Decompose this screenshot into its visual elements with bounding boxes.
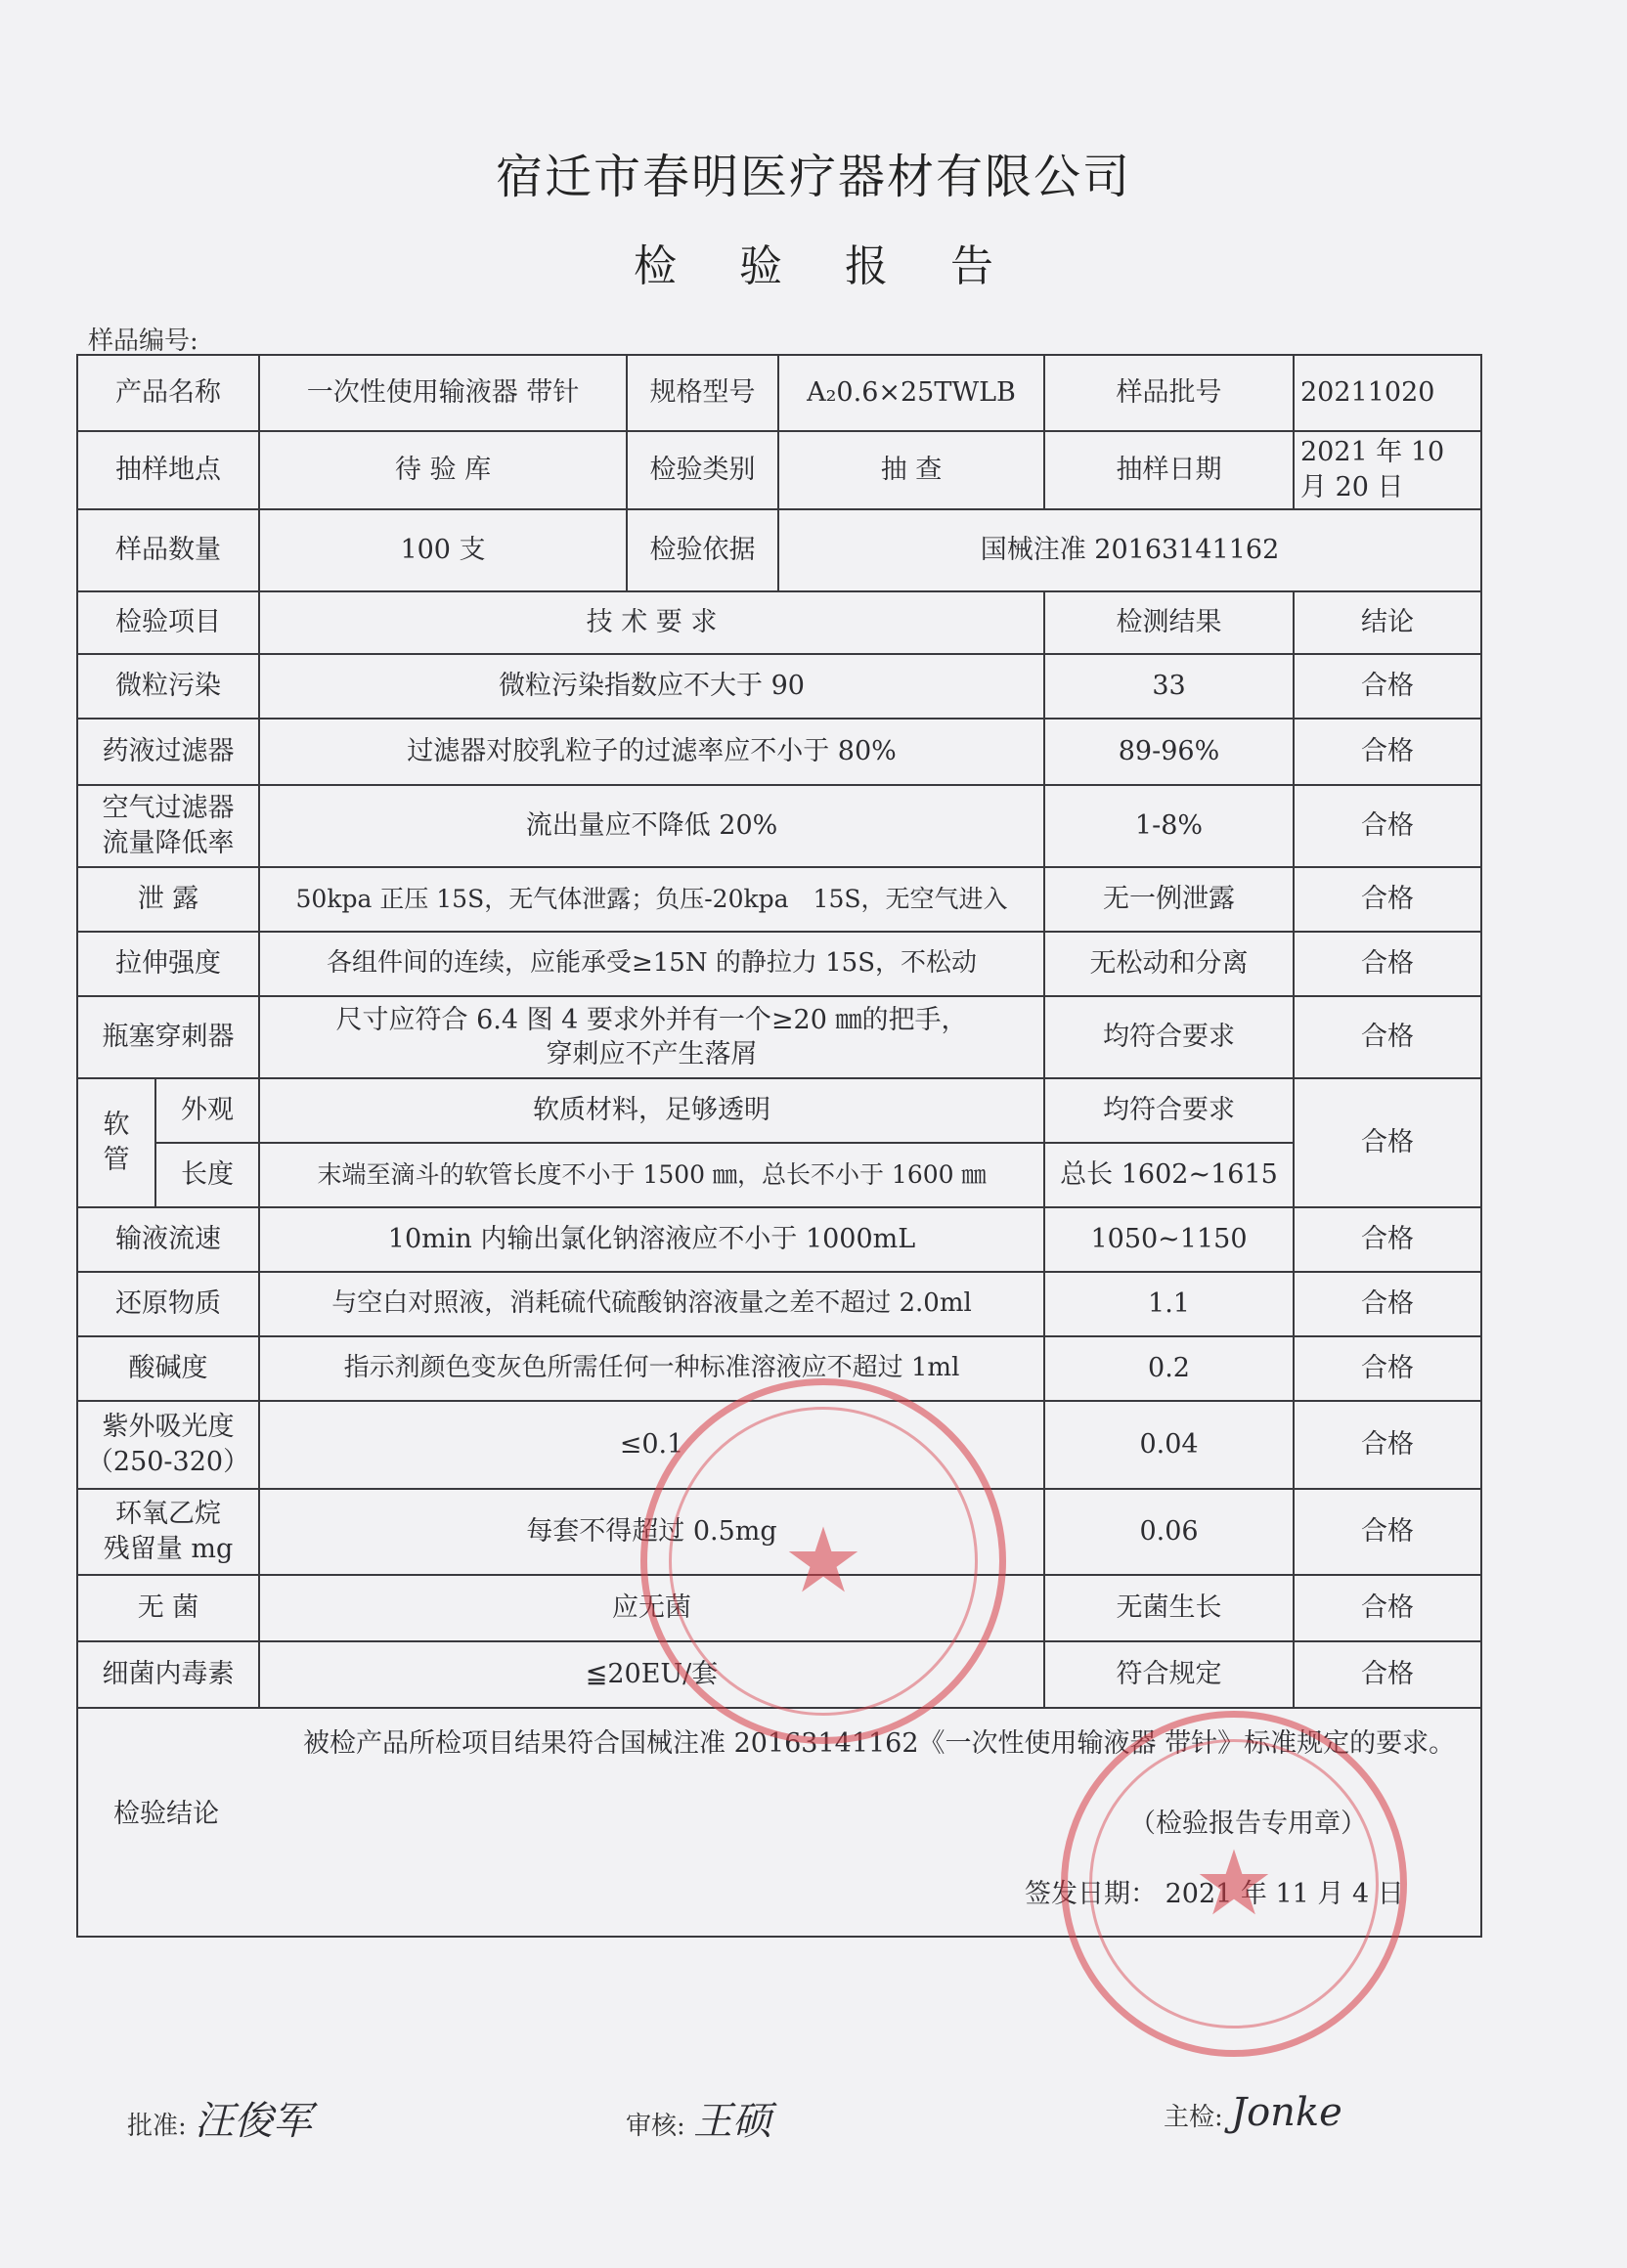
row-item: 无 菌 [77, 1575, 259, 1641]
report-title [0, 231, 1627, 293]
product-name: 一次性使用输液器 带针 [259, 355, 627, 431]
row-result: 均符合要求 [1044, 996, 1294, 1078]
table-row [77, 1272, 1481, 1336]
row-concl: 合格 [1294, 1401, 1481, 1489]
row-req: 微粒污染指数应不大于 90 [259, 654, 1044, 719]
issue-date: 签发日期： 2021 年 11 月 4 日 [1025, 1879, 1404, 1909]
row-concl: 合格 [1294, 785, 1481, 867]
table-row [77, 1641, 1481, 1708]
row-concl: 合格 [1294, 867, 1481, 932]
row-item: 环氧乙烷 残留量 mg [77, 1489, 259, 1575]
row-item: 细菌内毒素 [77, 1641, 259, 1708]
tube-group-label: 软 管 [77, 1078, 155, 1207]
col-result-header: 检测结果 [1044, 591, 1294, 654]
title-char: 报 [845, 241, 888, 291]
batch-label: 样品批号 [1044, 355, 1294, 431]
batch-value: 20211020 [1294, 355, 1481, 431]
row-req: 应无菌 [259, 1575, 1044, 1641]
row-result: 0.2 [1044, 1336, 1294, 1401]
tube-sub-label: 长度 [155, 1143, 259, 1207]
title-char: 告 [950, 241, 993, 291]
row-result: 无松动和分离 [1044, 932, 1294, 996]
row-result: 89-96% [1044, 719, 1294, 785]
table-row [77, 785, 1481, 867]
location-value: 待 验 库 [259, 431, 627, 509]
row-concl: 合格 [1294, 1207, 1481, 1272]
row-result: 0.04 [1044, 1401, 1294, 1489]
row-item: 还原物质 [77, 1272, 259, 1336]
row-result: 无菌生长 [1044, 1575, 1294, 1641]
info-row-1 [77, 355, 1481, 431]
date-label: 抽样日期 [1044, 431, 1294, 509]
inspection-table [76, 354, 1482, 1938]
row-req: 尺寸应符合 6.4 图 4 要求外并有一个≥20 ㎜的把手， 穿刺应不产生落屑 [259, 996, 1044, 1078]
row-item: 紫外吸光度 （250-320） [77, 1401, 259, 1489]
row-concl: 合格 [1294, 932, 1481, 996]
tube-concl: 合格 [1294, 1078, 1481, 1207]
col-concl-header: 结论 [1294, 591, 1481, 654]
conclusion-label: 检验结论 [113, 1799, 219, 1829]
spec-label: 规格型号 [627, 355, 778, 431]
row-concl: 合格 [1294, 1575, 1481, 1641]
row-result: 0.06 [1044, 1489, 1294, 1575]
review-block [626, 2090, 771, 2146]
title-char: 检 [634, 241, 677, 291]
row-concl: 合格 [1294, 1489, 1481, 1575]
category-value: 抽 查 [778, 431, 1044, 509]
row-req: 10min 内输出氯化钠溶液应不小于 1000mL [259, 1207, 1044, 1272]
row-concl: 合格 [1294, 719, 1481, 785]
row-req: 各组件间的连续，应能承受≥15N 的静拉力 15S，不松动 [259, 932, 1044, 996]
inspect-label: 主检: [1164, 2103, 1223, 2132]
location-label: 抽样地点 [77, 431, 259, 509]
inspect-signature: Jonke [1231, 2090, 1342, 2135]
row-result: 1050~1150 [1044, 1207, 1294, 1272]
title-char: 验 [739, 241, 782, 291]
row-req: 与空白对照液，消耗硫代硫酸钠溶液量之差不超过 2.0ml [259, 1272, 1044, 1336]
row-result: 33 [1044, 654, 1294, 719]
row-item: 瓶塞穿刺器 [77, 996, 259, 1078]
row-concl: 合格 [1294, 1641, 1481, 1708]
row-item: 空气过滤器 流量降低率 [77, 785, 259, 867]
tube-sub-label: 外观 [155, 1078, 259, 1143]
row-req: 每套不得超过 0.5mg [259, 1489, 1044, 1575]
table-row [77, 1207, 1481, 1272]
table-row [77, 1401, 1481, 1489]
tube-req: 末端至滴斗的软管长度不小于 1500 ㎜，总长不小于 1600 ㎜ [259, 1143, 1044, 1207]
approve-block [127, 2090, 312, 2146]
row-concl: 合格 [1294, 654, 1481, 719]
row-concl: 合格 [1294, 1336, 1481, 1401]
product-name-label: 产品名称 [77, 355, 259, 431]
info-row-2 [77, 431, 1481, 509]
row-req: 50kpa 正压 15S，无气体泄露；负压-20kpa 15S，无空气进入 [259, 867, 1044, 932]
row-item: 酸碱度 [77, 1336, 259, 1401]
row-concl: 合格 [1294, 1272, 1481, 1336]
row-result: 1.1 [1044, 1272, 1294, 1336]
table-row [77, 654, 1481, 719]
conclusion-cell [77, 1708, 1481, 1937]
tube-req: 软质材料，足够透明 [259, 1078, 1044, 1143]
row-result: 1-8% [1044, 785, 1294, 867]
qty-value: 100 支 [259, 509, 627, 591]
category-label: 检验类别 [627, 431, 778, 509]
qty-label: 样品数量 [77, 509, 259, 591]
row-result: 符合规定 [1044, 1641, 1294, 1708]
date-value: 2021 年 10 月 20 日 [1294, 431, 1481, 509]
row-item: 药液过滤器 [77, 719, 259, 785]
conclusion-seal-note: （检验报告专用章） [1129, 1809, 1367, 1839]
row-req: 过滤器对胶乳粒子的过滤率应不小于 80% [259, 719, 1044, 785]
tube-row-appearance [77, 1078, 1481, 1143]
row-item: 泄 露 [77, 867, 259, 932]
row-req: ≤0.1 [259, 1401, 1044, 1489]
row-item: 输液流速 [77, 1207, 259, 1272]
star-icon: ★ [1193, 1831, 1275, 1936]
row-req: 指示剂颜色变灰色所需任何一种标准溶液应不超过 1ml [259, 1336, 1044, 1401]
star-icon: ★ [782, 1508, 864, 1613]
row-req: 流出量应不降低 20% [259, 785, 1044, 867]
row-req: ≦20EU/套 [259, 1641, 1044, 1708]
table-row [77, 932, 1481, 996]
info-row-3 [77, 509, 1481, 591]
row-item: 拉伸强度 [77, 932, 259, 996]
row-item: 微粒污染 [77, 654, 259, 719]
table-row [77, 1336, 1481, 1401]
conclusion-row [77, 1708, 1481, 1937]
basis-label: 检验依据 [627, 509, 778, 591]
approve-signature: 汪俊军 [195, 2099, 313, 2144]
table-row [77, 719, 1481, 785]
row-concl: 合格 [1294, 996, 1481, 1078]
table-row [77, 1575, 1481, 1641]
col-req-header: 技 术 要 求 [259, 591, 1044, 654]
table-row [77, 996, 1481, 1078]
conclusion-text: 被检产品所检项目结果符合国械注准 20163141162《一次性使用输液器 带针》标准规定的要求。 [303, 1728, 1456, 1759]
tube-row-length [77, 1143, 1481, 1207]
spec-value: A₂0.6×25TWLB [778, 355, 1044, 431]
review-label: 审核: [626, 2112, 685, 2141]
table-row [77, 867, 1481, 932]
approve-label: 批准: [127, 2112, 187, 2141]
basis-value: 国械注准 20163141162 [778, 509, 1481, 591]
tube-result: 总长 1602~1615 [1044, 1143, 1294, 1207]
review-signature: 王硕 [693, 2099, 772, 2144]
company-name: 宿迁市春明医疗器材有限公司 [495, 150, 1131, 204]
table-row [77, 1489, 1481, 1575]
sample-no-label: 样品编号: [88, 327, 198, 356]
tube-result: 均符合要求 [1044, 1078, 1294, 1143]
row-result: 无一例泄露 [1044, 867, 1294, 932]
column-header-row [77, 591, 1481, 654]
inspect-block [1164, 2090, 1342, 2135]
col-item-header: 检验项目 [77, 591, 259, 654]
